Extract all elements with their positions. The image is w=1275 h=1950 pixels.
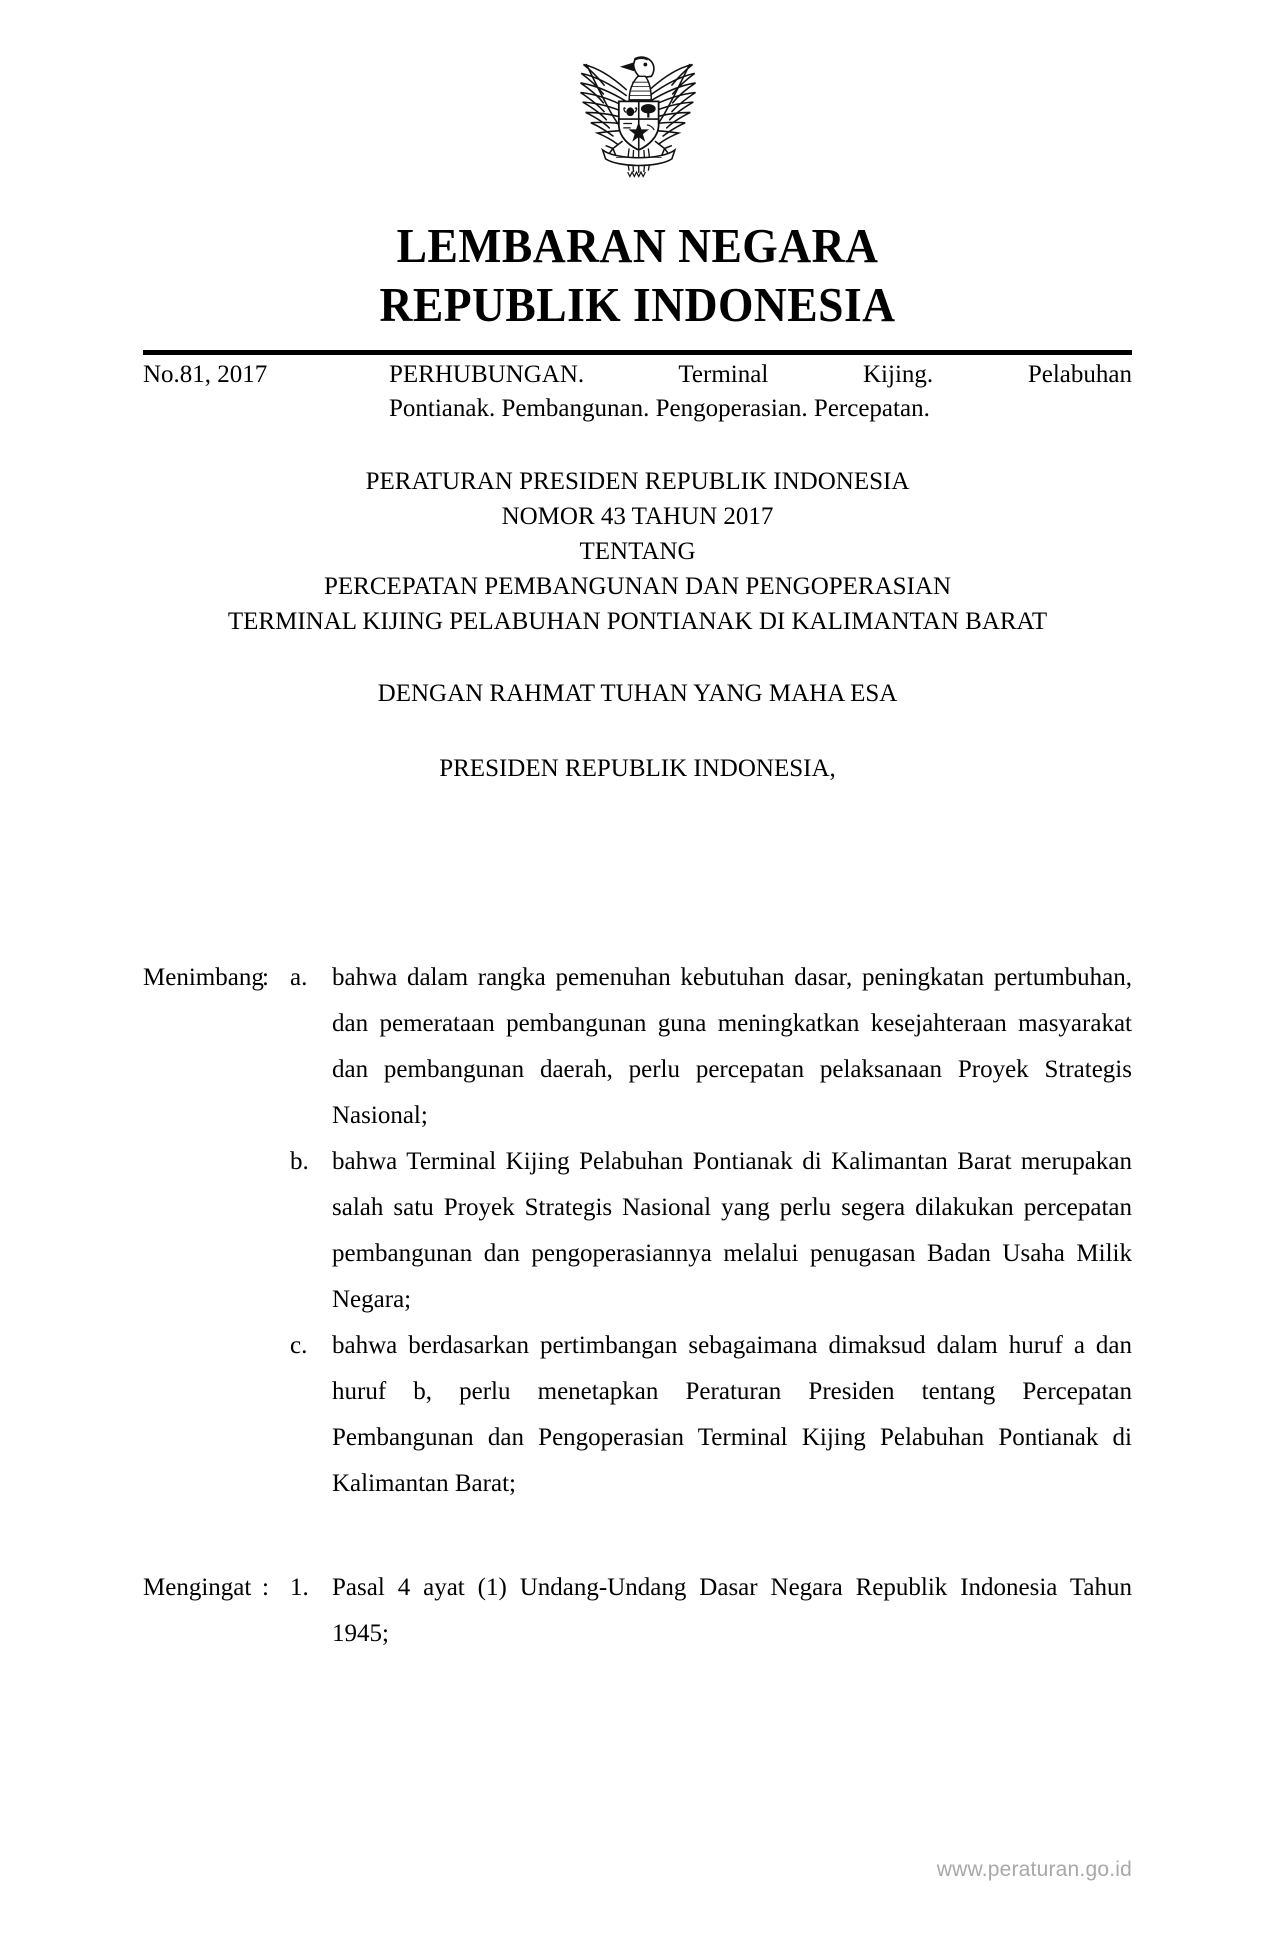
- footer-watermark: www.peraturan.go.id: [936, 1858, 1132, 1881]
- clauses-container: [143, 955, 1132, 1657]
- considering-item-b: [143, 1139, 1132, 1323]
- masthead-line-1: LEMBARAN NEGARA: [396, 218, 879, 273]
- considering-colon: :: [262, 964, 269, 991]
- masthead: [45, 216, 1231, 334]
- emblem-container: [0, 38, 1275, 183]
- masthead-line-2: REPUBLIK INDONESIA: [379, 277, 896, 332]
- considering-text-a: bahwa dalam rangka pemenuhan kebutuhan dasar, peningkatan pertumbuhan, dan pemerataan pembangunan guna meningkatkan kesejahteraan masyarakat dan pembangunan daerah, perlu percepatan pelaksanaan Proyek Strategis Nasional;: [332, 964, 1132, 1129]
- considering-item-a: [143, 955, 1132, 1139]
- considering-text-b: bahwa Terminal Kijing Pelabuhan Pontianak di Kalimantan Barat merupakan salah satu Proyek Strategis Nasional yang perlu segera dilakukan percepatan pembangunan dan pengoperasiannya melalui penugasan Badan Usaha Milik Negara;: [332, 1148, 1132, 1313]
- considering-text-c: bahwa berdasarkan pertimbangan sebagaimana dimaksud dalam huruf a dan huruf b, perlu menetapkan Peraturan Presiden tentang Percepatan Pembangunan dan Pengoperasian Terminal Kijing Pelabuhan Pontianak di Kalimantan Barat;: [332, 1332, 1132, 1497]
- recalling-section: [143, 1565, 1132, 1657]
- regulation-number: NOMOR 43 TAHUN 2017: [501, 503, 774, 530]
- considering-label: Menimbang: [143, 964, 264, 991]
- regulation-subject-line-1: PERCEPATAN PEMBANGUNAN DAN PENGOPERASIAN: [323, 573, 951, 600]
- title-block: [143, 464, 1132, 786]
- recalling-marker-1: 1.: [290, 1574, 309, 1601]
- considering-marker-a: a.: [290, 964, 308, 991]
- regulation-institution: PERATURAN PRESIDEN REPUBLIK INDONESIA: [365, 468, 910, 495]
- masthead-divider: [143, 350, 1132, 355]
- regulation-about-label: TENTANG: [579, 538, 696, 565]
- subject-keywords-line-2: Pontianak. Pembangunan. Pengoperasian. Percepatan.: [389, 395, 930, 422]
- section-spacer: [143, 1507, 1132, 1565]
- gazette-number: No.81, 2017: [143, 361, 268, 388]
- considering-marker-c: c.: [290, 1332, 308, 1359]
- recalling-label: Mengingat: [143, 1574, 252, 1601]
- subject-header: [143, 358, 1132, 426]
- considering-marker-b: b.: [290, 1148, 309, 1175]
- regulation-signatory: PRESIDEN REPUBLIK INDONESIA,: [439, 755, 836, 782]
- recalling-colon: :: [262, 1574, 269, 1601]
- recalling-item-1: [143, 1565, 1132, 1657]
- recalling-text-1: Pasal 4 ayat (1) Undang-Undang Dasar Negara Republik Indonesia Tahun 1945;: [332, 1574, 1132, 1647]
- regulation-subject-line-2: TERMINAL KIJING PELABUHAN PONTIANAK DI KALIMANTAN BARAT: [227, 608, 1048, 635]
- subject-keywords: [389, 358, 1132, 426]
- considering-section: [143, 955, 1132, 1507]
- regulation-blessing: DENGAN RAHMAT TUHAN YANG MAHA ESA: [377, 680, 898, 707]
- subject-keywords-line-1: PERHUBUNGAN. Terminal Kijing. Pelabuhan: [389, 361, 1132, 388]
- garuda-pancasila-icon: [563, 38, 713, 178]
- considering-item-c: [143, 1323, 1132, 1507]
